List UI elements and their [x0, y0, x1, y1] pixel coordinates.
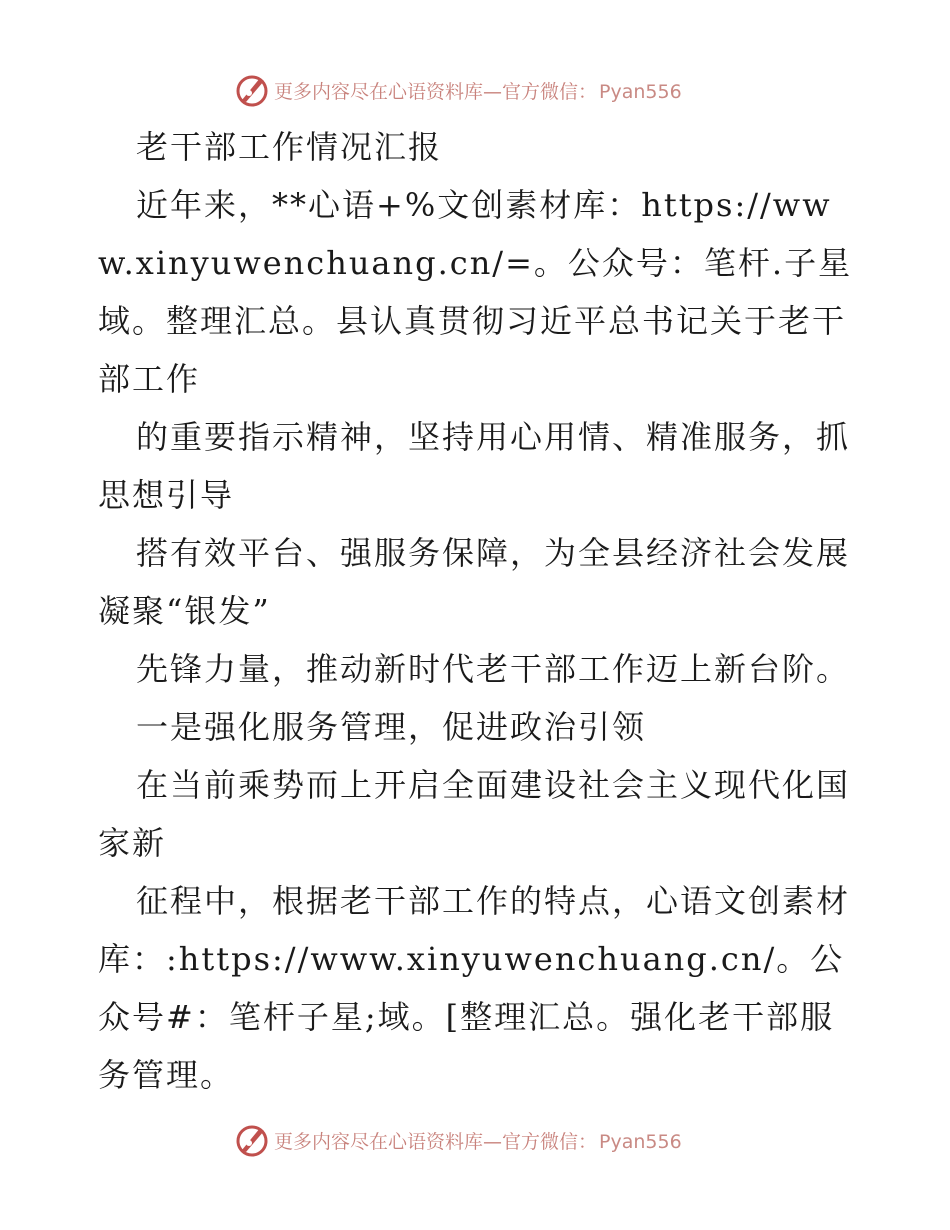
document-body: [98, 118, 858, 1104]
document-title: 老干部工作情况汇报: [136, 128, 443, 166]
watermark-text: [274, 1127, 682, 1154]
paragraph: 征程中，根据老干部工作的特点，心语文创素材库：:https://www.xinyuwenchuang.cn/。公众号#：笔杆子星;域。[整理汇总。强化老干部服务管理。: [98, 882, 851, 1094]
section-heading: 一是强化服务管理，促进政治引领: [136, 708, 647, 746]
watermark-text: [274, 77, 682, 104]
paragraph: 先锋力量，推动新时代老干部工作迈上新台阶。: [136, 650, 851, 688]
paragraph: 的重要指示精神，坚持用心用情、精准服务，抓思想引导: [98, 418, 851, 514]
quill-circle-icon: [234, 1122, 270, 1158]
paragraph: 近年来，**心语+%文创素材库：https://www.xinyuwenchuang.cn/=。公众号：笔杆.子星域。整理汇总。县认真贯彻习近平总书记关于老干部工作: [98, 186, 853, 398]
watermark-caption: 更多内容尽在心语资料库—官方微信：: [274, 80, 598, 103]
paragraph: 在当前乘势而上开启全面建设社会主义现代化国家新: [98, 766, 851, 862]
quill-circle-icon: [234, 72, 270, 108]
paragraph: 搭有效平台、强服务保障，为全县经济社会发展凝聚“银发”: [98, 534, 851, 630]
footer-watermark: [234, 1120, 682, 1160]
watermark-id: Pyan556: [599, 1130, 682, 1153]
watermark-caption: 更多内容尽在心语资料库—官方微信：: [274, 1130, 598, 1153]
watermark-id: Pyan556: [599, 80, 682, 103]
header-watermark: [234, 70, 682, 110]
